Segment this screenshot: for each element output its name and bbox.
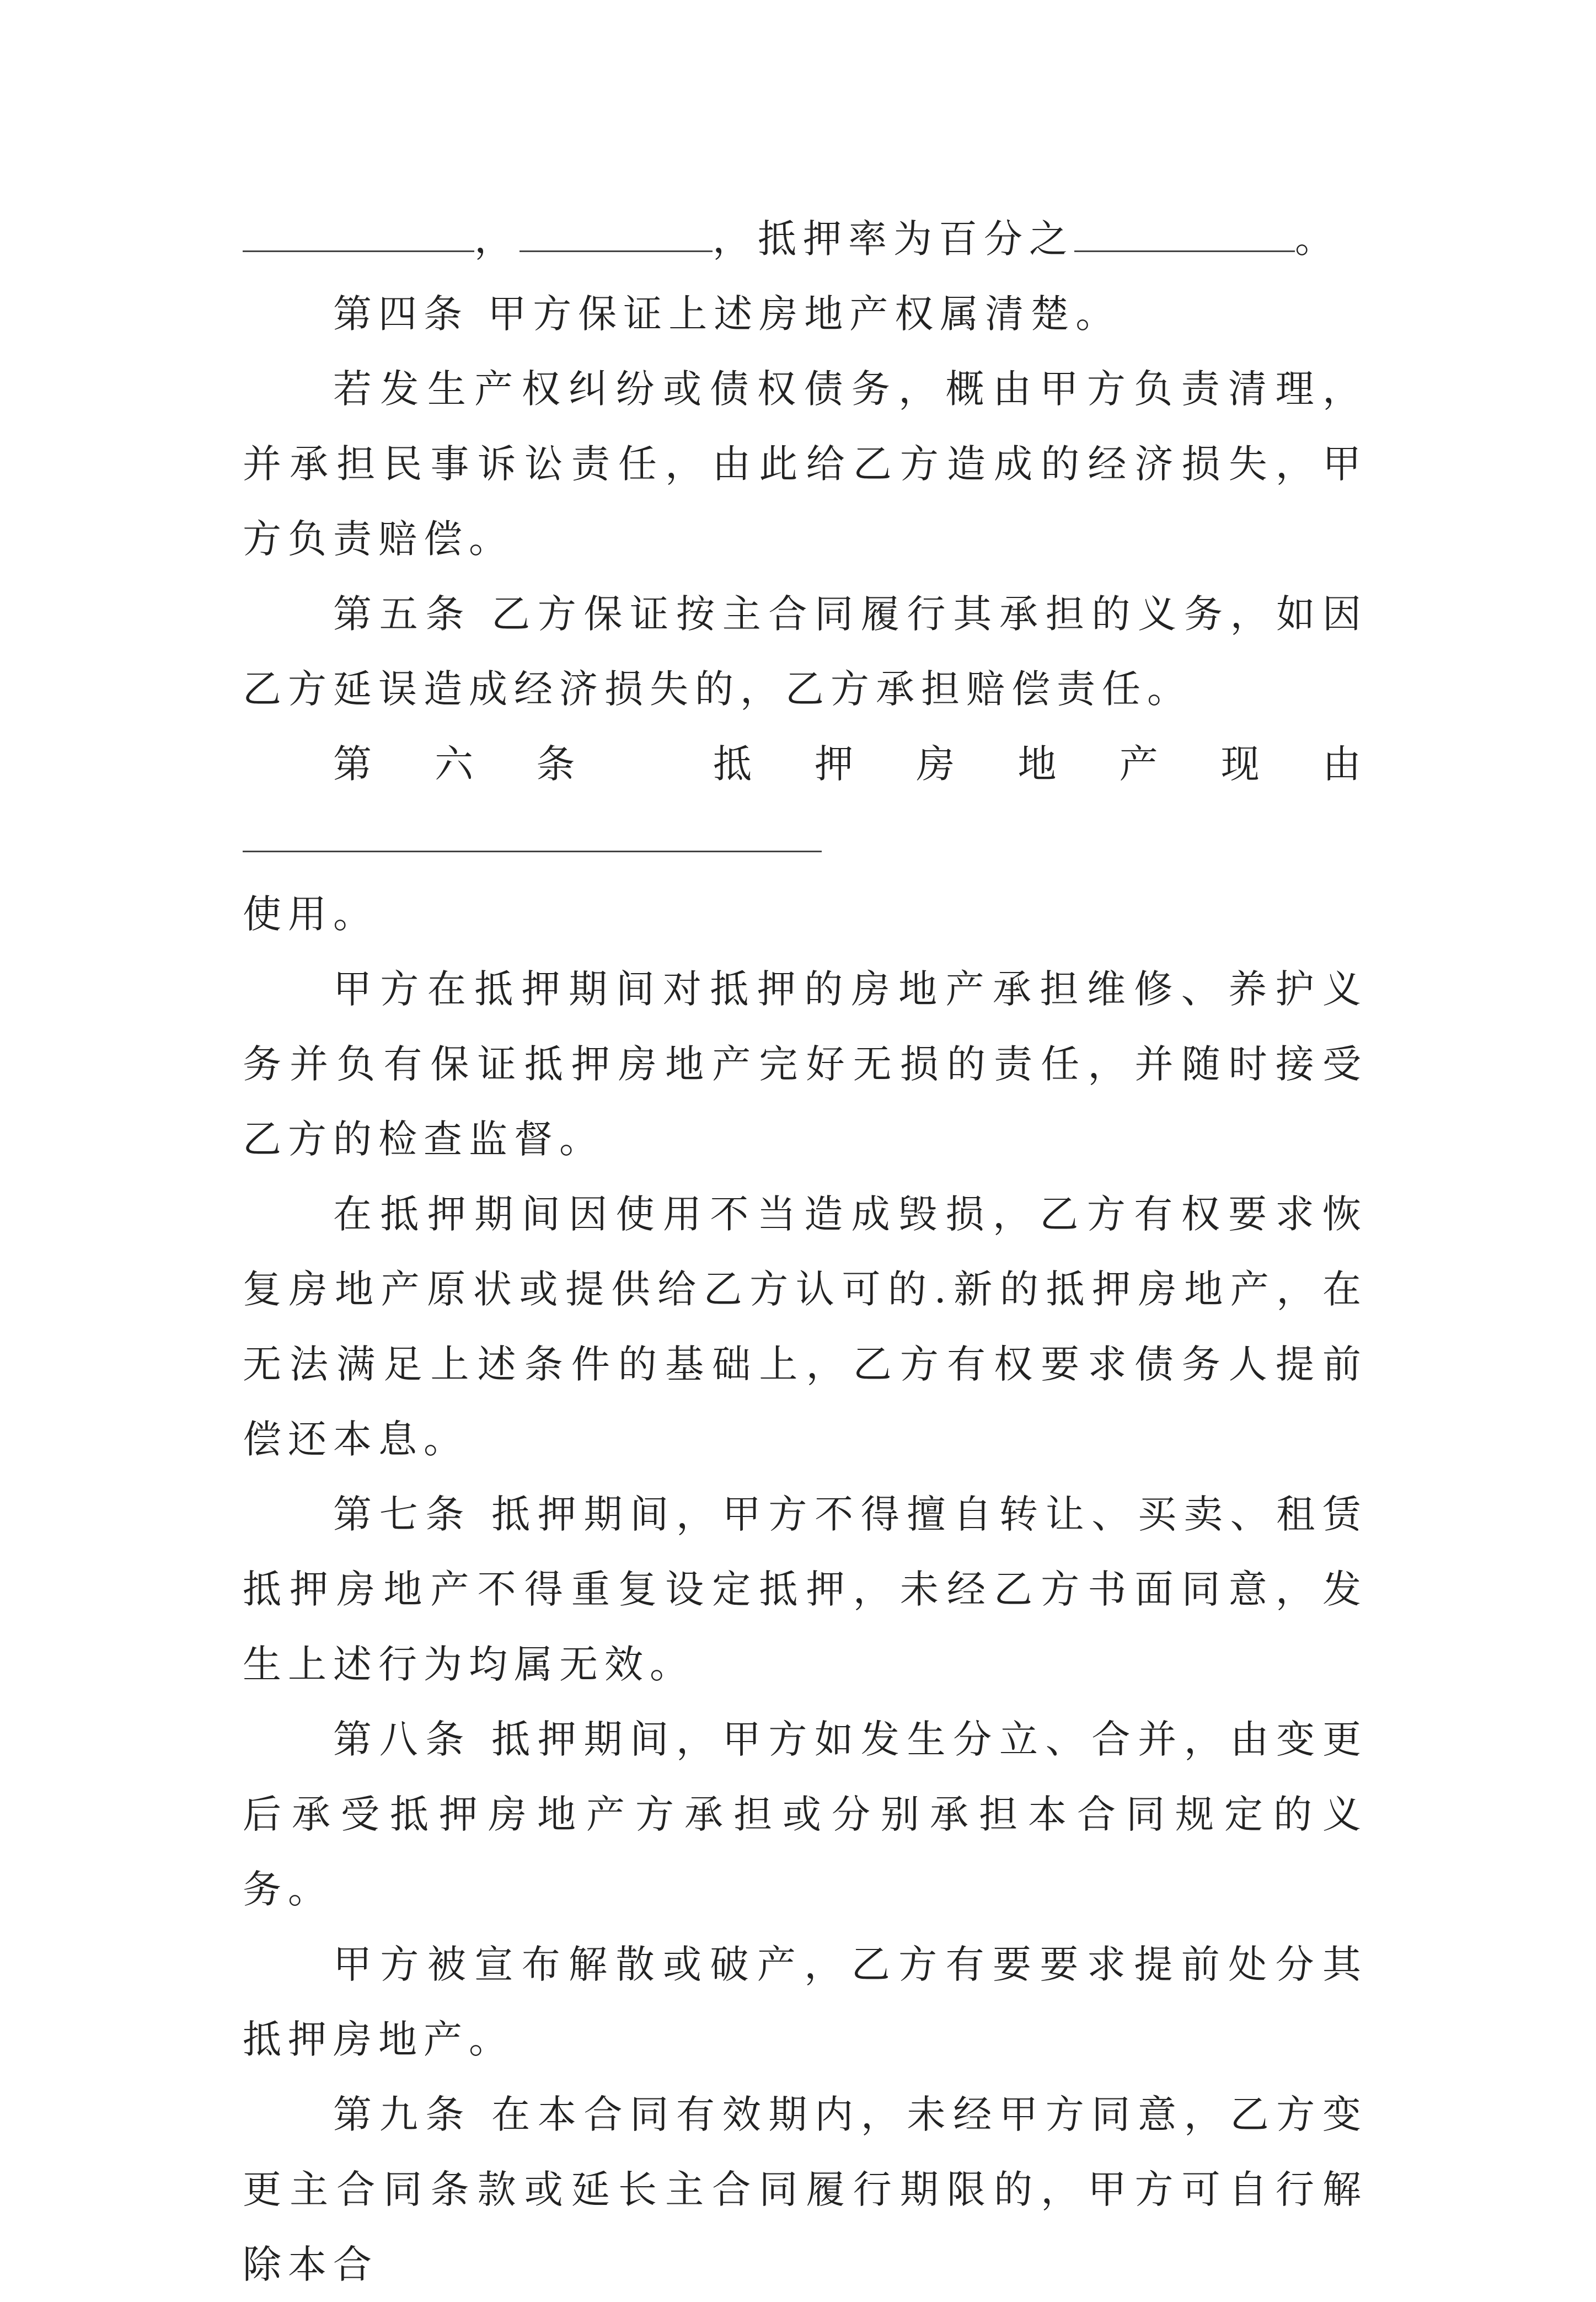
article-4-paragraph-2: 若发生产权纠纷或债权债务，概由甲方负责清理，并承担民事诉讼责任，由此给乙方造成的经济损失，甲方负责赔偿。 (243, 366, 1368, 562)
separator-text: ， (474, 216, 519, 261)
article-8: 第八条 抵押期间，甲方如发生分立、合并，由变更后承受抵押房地产方承担或分别承担本合同规定的义务。 (243, 1717, 1368, 1912)
mortgage-rate-label: ，抵押率为百分之 (713, 216, 1074, 261)
article-6-suffix: 使用。 (243, 891, 378, 937)
blank-field (519, 217, 713, 252)
line-end-mark: 。 (1295, 216, 1340, 261)
article-6 (243, 727, 1368, 952)
article-5: 第五条 乙方保证按主合同履行其承担的义务，如因乙方延误造成经济损失的，乙方承担赔偿责任。 (243, 591, 1368, 712)
article-6-paragraph-2: 甲方在抵押期间对抵押的房地产承担维修、养护义务并负有保证抵押房地产完好无损的责任，并随时接受乙方的检查监督。 (243, 966, 1368, 1162)
mortgage-rate-line (243, 201, 1368, 276)
article-4: 第四条 甲方保证上述房地产权属清楚。 (333, 291, 1121, 337)
article-6-prefix: 第六条 抵押房地产现由 (333, 741, 1368, 787)
article-8-paragraph-2: 甲方被宣布解散或破产，乙方有要要求提前处分其抵押房地产。 (243, 1942, 1368, 2062)
article-6-paragraph-3: 在抵押期间因使用不当造成毁损，乙方有权要求恢复房地产原状或提供给乙方认可的.新的抵押房地产，在无法满足上述条件的基础上，乙方有权要求债务人提前偿还本息。 (243, 1192, 1368, 1462)
contract-body (243, 201, 1368, 2302)
blank-field (243, 818, 822, 852)
article-9: 第九条 在本合同有效期内，未经甲方同意，乙方变更主合同条款或延长主合同履行期限的，甲方可自行解除本合 (243, 2092, 1368, 2287)
article-7: 第七条 抵押期间，甲方不得擅自转让、买卖、租赁抵押房地产不得重复设定抵押，未经乙方书面同意，发生上述行为均属无效。 (243, 1492, 1368, 1687)
blank-field (243, 217, 474, 252)
blank-field (1074, 217, 1295, 252)
